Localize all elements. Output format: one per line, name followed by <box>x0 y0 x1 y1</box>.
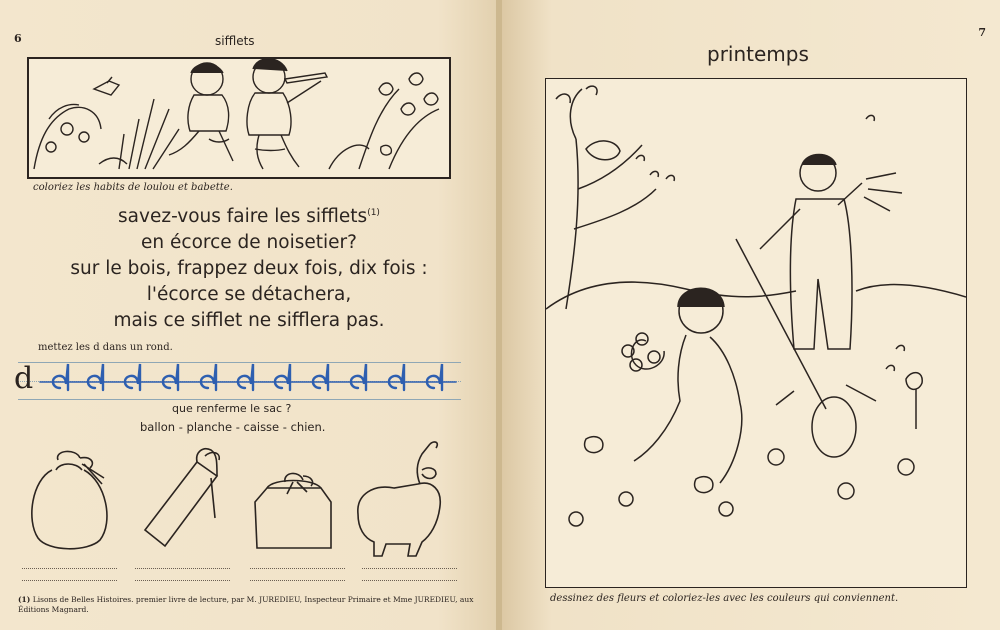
bag-dog-drawing <box>350 430 450 560</box>
answer-line-1b[interactable] <box>22 580 117 581</box>
answer-line-1[interactable] <box>22 568 117 569</box>
answer-line-4b[interactable] <box>362 580 457 581</box>
poem-line-3: sur le bois, frappez deux fois, dix fois : <box>70 258 428 280</box>
answer-line-3b[interactable] <box>250 580 345 581</box>
footnote <box>18 595 478 615</box>
footnote-number: (1) <box>18 595 31 604</box>
spring-illustration <box>545 78 967 588</box>
poem-line-5: mais ce sifflet ne sifflera pas. <box>113 310 385 332</box>
left-page <box>0 0 498 630</box>
answer-line-2[interactable] <box>135 568 230 569</box>
poem <box>14 200 484 334</box>
bag-plank-drawing <box>135 430 235 560</box>
bag-question: que renferme le sac ? <box>172 402 292 415</box>
page-title: printemps <box>707 42 809 66</box>
children-whistle-illustration <box>27 57 451 179</box>
d-exercise-instruction: mettez les d dans un rond. <box>38 342 173 353</box>
page-number-right: 7 <box>978 26 986 39</box>
model-letter-d: d <box>14 361 34 396</box>
bag-box-drawing <box>245 430 345 560</box>
answer-line-2b[interactable] <box>135 580 230 581</box>
running-head: sifflets <box>215 34 255 48</box>
answer-line-3[interactable] <box>250 568 345 569</box>
poem-line-4: l'écorce se détachera, <box>146 284 352 306</box>
d-letters-row <box>20 360 460 400</box>
footnote-text: Lisons de Belles Histoires. premier livre de lecture, par M. JUREDIEU, Inspecteur Primaire et Mme JUREDIEU, aux Éditions Magnard. <box>18 595 474 614</box>
illustration-caption: coloriez les habits de loulou et babette. <box>33 182 233 193</box>
right-caption: dessinez des fleurs et coloriez-les avec les couleurs qui conviennent. <box>550 593 899 604</box>
page-number-left: 6 <box>14 32 22 45</box>
right-page <box>502 0 1000 630</box>
bag-ball-drawing <box>22 430 122 560</box>
answer-line-4[interactable] <box>362 568 457 569</box>
footnote-marker: (1) <box>367 208 380 218</box>
poem-line-2: en écorce de noisetier? <box>141 232 357 254</box>
bag-options: ballon - planche - caisse - chien. <box>140 420 326 434</box>
poem-line-1: savez-vous faire les sifflets$^{(1)}$ <box>118 206 380 228</box>
